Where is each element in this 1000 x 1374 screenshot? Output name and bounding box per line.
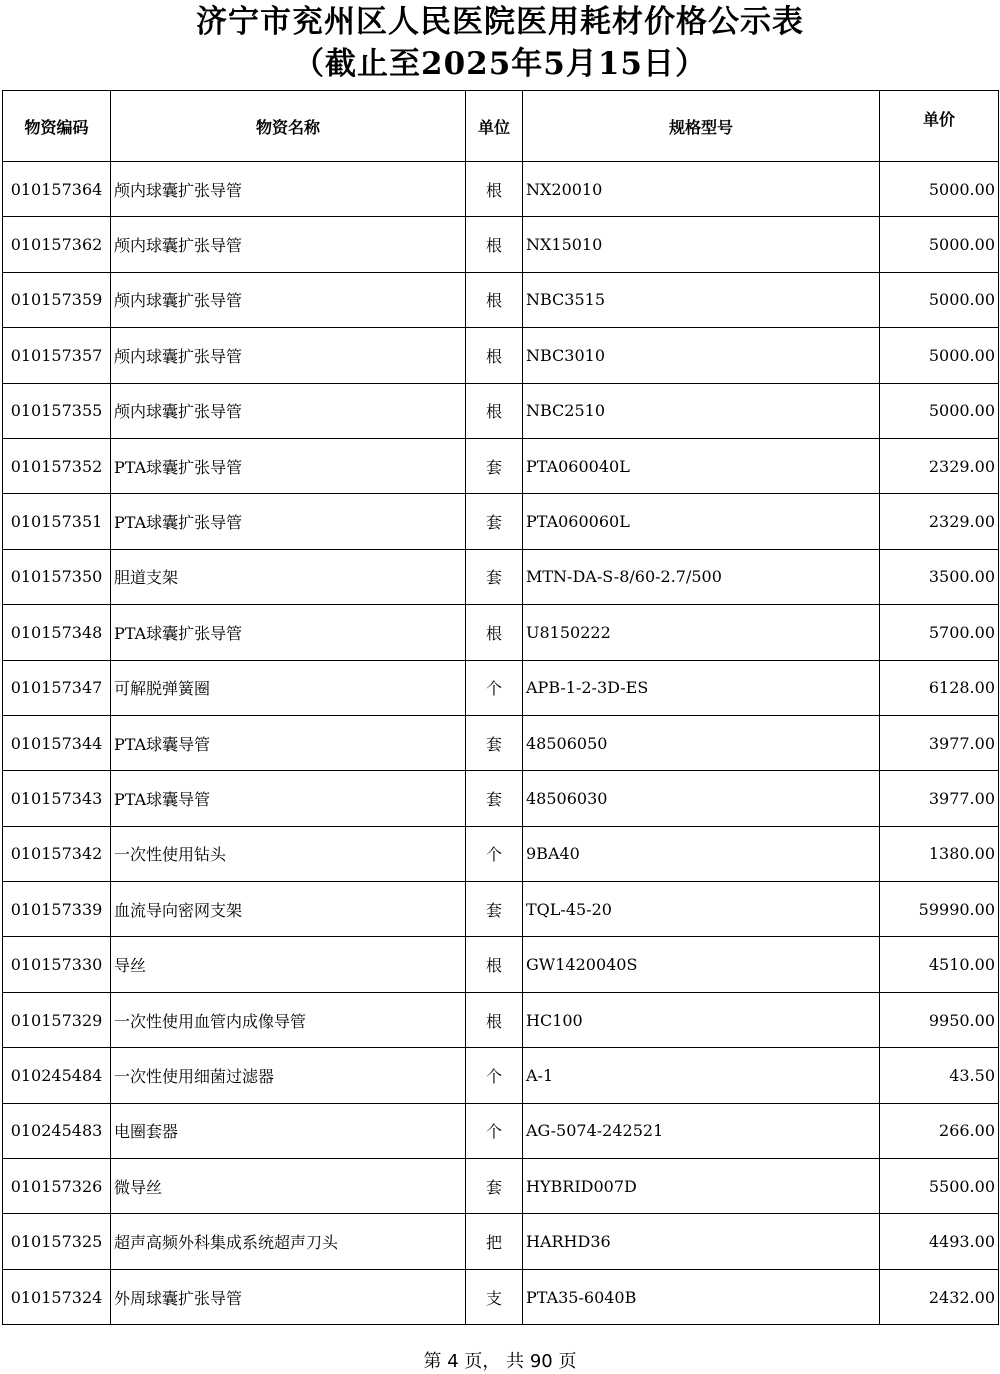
table-row xyxy=(3,217,999,272)
cell-spec: 48506030 xyxy=(523,771,880,826)
cell-name: 颅内球囊扩张导管 xyxy=(111,217,466,272)
table-row xyxy=(3,882,999,937)
cell-name: 电圈套器 xyxy=(111,1103,466,1158)
cell-spec: NBC3010 xyxy=(523,328,880,383)
cell-unit: 套 xyxy=(466,549,523,604)
cell-unit: 根 xyxy=(466,328,523,383)
cell-unit: 套 xyxy=(466,494,523,549)
table-row xyxy=(3,771,999,826)
cell-spec: MTN-DA-S-8/60-2.7/500 xyxy=(523,549,880,604)
cell-name: 胆道支架 xyxy=(111,549,466,604)
cell-spec: HC100 xyxy=(523,992,880,1047)
cell-unit: 套 xyxy=(466,882,523,937)
cell-spec: APB-1-2-3D-ES xyxy=(523,660,880,715)
cell-name: 可解脱弹簧圈 xyxy=(111,660,466,715)
cell-unit: 根 xyxy=(466,605,523,660)
cell-code: 010157325 xyxy=(3,1214,111,1269)
cell-name: 导丝 xyxy=(111,937,466,992)
cell-price: 9950.00 xyxy=(880,992,999,1047)
cell-price: 2329.00 xyxy=(880,438,999,493)
cell-code: 010157330 xyxy=(3,937,111,992)
table-row xyxy=(3,438,999,493)
cell-spec: HARHD36 xyxy=(523,1214,880,1269)
cell-unit: 套 xyxy=(466,771,523,826)
cell-price: 43.50 xyxy=(880,1048,999,1103)
cell-spec: 48506050 xyxy=(523,715,880,770)
cell-unit: 根 xyxy=(466,272,523,327)
cell-unit: 套 xyxy=(466,715,523,770)
table-row xyxy=(3,328,999,383)
cell-spec: 9BA40 xyxy=(523,826,880,881)
cell-spec: NX20010 xyxy=(523,162,880,217)
cell-price: 2329.00 xyxy=(880,494,999,549)
cell-price: 3977.00 xyxy=(880,771,999,826)
cell-spec: PTA060040L xyxy=(523,438,880,493)
cell-unit: 个 xyxy=(466,826,523,881)
cell-spec: PTA35-6040B xyxy=(523,1269,880,1324)
cell-price: 4493.00 xyxy=(880,1214,999,1269)
cell-price: 2432.00 xyxy=(880,1269,999,1324)
cell-price: 5000.00 xyxy=(880,217,999,272)
cell-code: 010157362 xyxy=(3,217,111,272)
cell-name: 一次性使用钻头 xyxy=(111,826,466,881)
table-row xyxy=(3,1214,999,1269)
cell-code: 010157359 xyxy=(3,272,111,327)
cell-code: 010157324 xyxy=(3,1269,111,1324)
table-row xyxy=(3,272,999,327)
table-header-row xyxy=(3,91,999,162)
cell-name: 一次性使用细菌过滤器 xyxy=(111,1048,466,1103)
cell-unit: 把 xyxy=(466,1214,523,1269)
cell-unit: 根 xyxy=(466,937,523,992)
cell-unit: 个 xyxy=(466,1103,523,1158)
table-row xyxy=(3,826,999,881)
table-row xyxy=(3,1103,999,1158)
document-title: 济宁市兖州区人民医院医用耗材价格公示表 xyxy=(196,4,804,40)
table-row xyxy=(3,937,999,992)
document-subtitle-date: （截止至2025年5月15日） xyxy=(293,46,707,82)
cell-name: 颅内球囊扩张导管 xyxy=(111,383,466,438)
table-row xyxy=(3,1048,999,1103)
cell-price: 3977.00 xyxy=(880,715,999,770)
cell-unit: 个 xyxy=(466,660,523,715)
cell-unit: 套 xyxy=(466,1159,523,1214)
table-row xyxy=(3,1159,999,1214)
cell-price: 59990.00 xyxy=(880,882,999,937)
cell-name: 一次性使用血管内成像导管 xyxy=(111,992,466,1047)
cell-code: 010157351 xyxy=(3,494,111,549)
cell-spec: GW1420040S xyxy=(523,937,880,992)
cell-code: 010157339 xyxy=(3,882,111,937)
cell-price: 5000.00 xyxy=(880,383,999,438)
page-indicator: 第 4 页， 共 90 页 xyxy=(423,1351,577,1372)
cell-price: 5000.00 xyxy=(880,272,999,327)
cell-name: 颅内球囊扩张导管 xyxy=(111,272,466,327)
cell-name: 颅内球囊扩张导管 xyxy=(111,162,466,217)
table-row xyxy=(3,660,999,715)
cell-spec: A-1 xyxy=(523,1048,880,1103)
cell-name: PTA球囊导管 xyxy=(111,771,466,826)
cell-price: 5500.00 xyxy=(880,1159,999,1214)
cell-spec: TQL-45-20 xyxy=(523,882,880,937)
cell-code: 010157347 xyxy=(3,660,111,715)
cell-name: 外周球囊扩张导管 xyxy=(111,1269,466,1324)
cell-unit: 个 xyxy=(466,1048,523,1103)
cell-name: PTA球囊扩张导管 xyxy=(111,438,466,493)
cell-spec: PTA060060L xyxy=(523,494,880,549)
cell-code: 010157352 xyxy=(3,438,111,493)
table-row xyxy=(3,1269,999,1324)
cell-code: 010157326 xyxy=(3,1159,111,1214)
cell-code: 010157355 xyxy=(3,383,111,438)
cell-unit: 套 xyxy=(466,438,523,493)
header-price: 单价 xyxy=(880,91,999,162)
header-unit: 单位 xyxy=(466,91,523,162)
table-row xyxy=(3,494,999,549)
cell-code: 010157350 xyxy=(3,549,111,604)
table-row xyxy=(3,162,999,217)
cell-spec: U8150222 xyxy=(523,605,880,660)
cell-price: 6128.00 xyxy=(880,660,999,715)
price-table xyxy=(2,90,999,1325)
cell-unit: 支 xyxy=(466,1269,523,1324)
cell-code: 010157348 xyxy=(3,605,111,660)
cell-spec: NBC2510 xyxy=(523,383,880,438)
cell-name: 颅内球囊扩张导管 xyxy=(111,328,466,383)
cell-code: 010157357 xyxy=(3,328,111,383)
cell-spec: AG-5074-242521 xyxy=(523,1103,880,1158)
cell-unit: 根 xyxy=(466,162,523,217)
cell-code: 010157344 xyxy=(3,715,111,770)
cell-unit: 根 xyxy=(466,383,523,438)
cell-name: 微导丝 xyxy=(111,1159,466,1214)
header-code: 物资编码 xyxy=(3,91,111,162)
cell-spec: NBC3515 xyxy=(523,272,880,327)
cell-unit: 根 xyxy=(466,992,523,1047)
table-row xyxy=(3,383,999,438)
cell-name: PTA球囊扩张导管 xyxy=(111,605,466,660)
cell-price: 5000.00 xyxy=(880,162,999,217)
header-name: 物资名称 xyxy=(111,91,466,162)
table-row xyxy=(3,605,999,660)
cell-price: 5000.00 xyxy=(880,328,999,383)
cell-price: 3500.00 xyxy=(880,549,999,604)
cell-spec: HYBRID007D xyxy=(523,1159,880,1214)
table-row xyxy=(3,715,999,770)
cell-price: 4510.00 xyxy=(880,937,999,992)
cell-unit: 根 xyxy=(466,217,523,272)
cell-spec: NX15010 xyxy=(523,217,880,272)
cell-price: 5700.00 xyxy=(880,605,999,660)
table-row xyxy=(3,549,999,604)
header-spec: 规格型号 xyxy=(523,91,880,162)
cell-name: 超声高频外科集成系统超声刀头 xyxy=(111,1214,466,1269)
cell-price: 1380.00 xyxy=(880,826,999,881)
cell-code: 010245484 xyxy=(3,1048,111,1103)
cell-code: 010157343 xyxy=(3,771,111,826)
cell-code: 010157329 xyxy=(3,992,111,1047)
cell-code: 010157364 xyxy=(3,162,111,217)
cell-code: 010245483 xyxy=(3,1103,111,1158)
cell-name: PTA球囊导管 xyxy=(111,715,466,770)
table-row xyxy=(3,992,999,1047)
cell-code: 010157342 xyxy=(3,826,111,881)
cell-price: 266.00 xyxy=(880,1103,999,1158)
cell-name: 血流导向密网支架 xyxy=(111,882,466,937)
cell-name: PTA球囊扩张导管 xyxy=(111,494,466,549)
